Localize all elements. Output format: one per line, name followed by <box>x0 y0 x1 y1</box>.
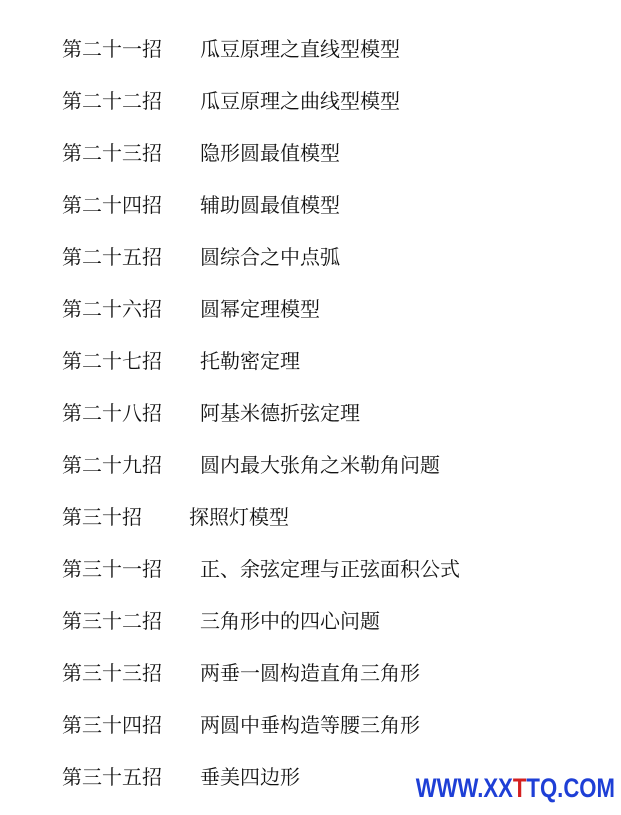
toc-item-number: 第二十一招 <box>62 37 162 61</box>
toc-item <box>62 35 602 87</box>
toc-item-title: 瓜豆原理之曲线型模型 <box>200 89 400 113</box>
toc-item <box>62 607 602 659</box>
toc-item <box>62 451 602 503</box>
table-of-contents <box>62 35 602 815</box>
toc-item <box>62 399 602 451</box>
toc-item <box>62 347 602 399</box>
toc-item-title: 正、余弦定理与正弦面积公式 <box>200 557 460 581</box>
watermark-part: TQ.COM <box>526 773 615 803</box>
toc-item <box>62 139 602 191</box>
toc-item-number: 第三十招 <box>62 505 142 529</box>
toc-item <box>62 503 602 555</box>
toc-item-title: 圆幂定理模型 <box>200 297 320 321</box>
toc-item-number: 第三十三招 <box>62 661 162 685</box>
toc-item <box>62 87 602 139</box>
site-watermark <box>416 773 615 804</box>
toc-item-number: 第二十六招 <box>62 297 162 321</box>
toc-item-number: 第二十四招 <box>62 193 162 217</box>
toc-item-number: 第二十七招 <box>62 349 162 373</box>
toc-item-title: 隐形圆最值模型 <box>200 141 340 165</box>
toc-item-number: 第二十五招 <box>62 245 162 269</box>
toc-item-title: 三角形中的四心问题 <box>200 609 380 633</box>
watermark-part: T <box>512 773 527 803</box>
toc-item-title: 圆内最大张角之米勒角问题 <box>200 453 440 477</box>
watermark-part: WWW.XX <box>415 773 513 803</box>
toc-item-number: 第三十二招 <box>62 609 162 633</box>
toc-item-number: 第三十一招 <box>62 557 162 581</box>
toc-item-title: 垂美四边形 <box>200 765 300 789</box>
toc-item-title: 两圆中垂构造等腰三角形 <box>200 713 420 737</box>
toc-item-number: 第三十四招 <box>62 713 162 737</box>
toc-item <box>62 243 602 295</box>
toc-item-title: 辅助圆最值模型 <box>200 193 340 217</box>
toc-item <box>62 711 602 763</box>
toc-item <box>62 295 602 347</box>
toc-item-title: 两垂一圆构造直角三角形 <box>200 661 420 685</box>
toc-item-title: 探照灯模型 <box>189 505 289 529</box>
toc-item <box>62 555 602 607</box>
toc-item-title: 托勒密定理 <box>200 349 300 373</box>
toc-item-number: 第二十九招 <box>62 453 162 477</box>
toc-item-number: 第二十八招 <box>62 401 162 425</box>
toc-item-number: 第三十五招 <box>62 765 162 789</box>
toc-item-number: 第二十二招 <box>62 89 162 113</box>
toc-item <box>62 659 602 711</box>
toc-item-number: 第二十三招 <box>62 141 162 165</box>
toc-item-title: 阿基米德折弦定理 <box>200 401 360 425</box>
toc-item <box>62 191 602 243</box>
toc-item-title: 瓜豆原理之直线型模型 <box>200 37 400 61</box>
toc-item-title: 圆综合之中点弧 <box>200 245 340 269</box>
